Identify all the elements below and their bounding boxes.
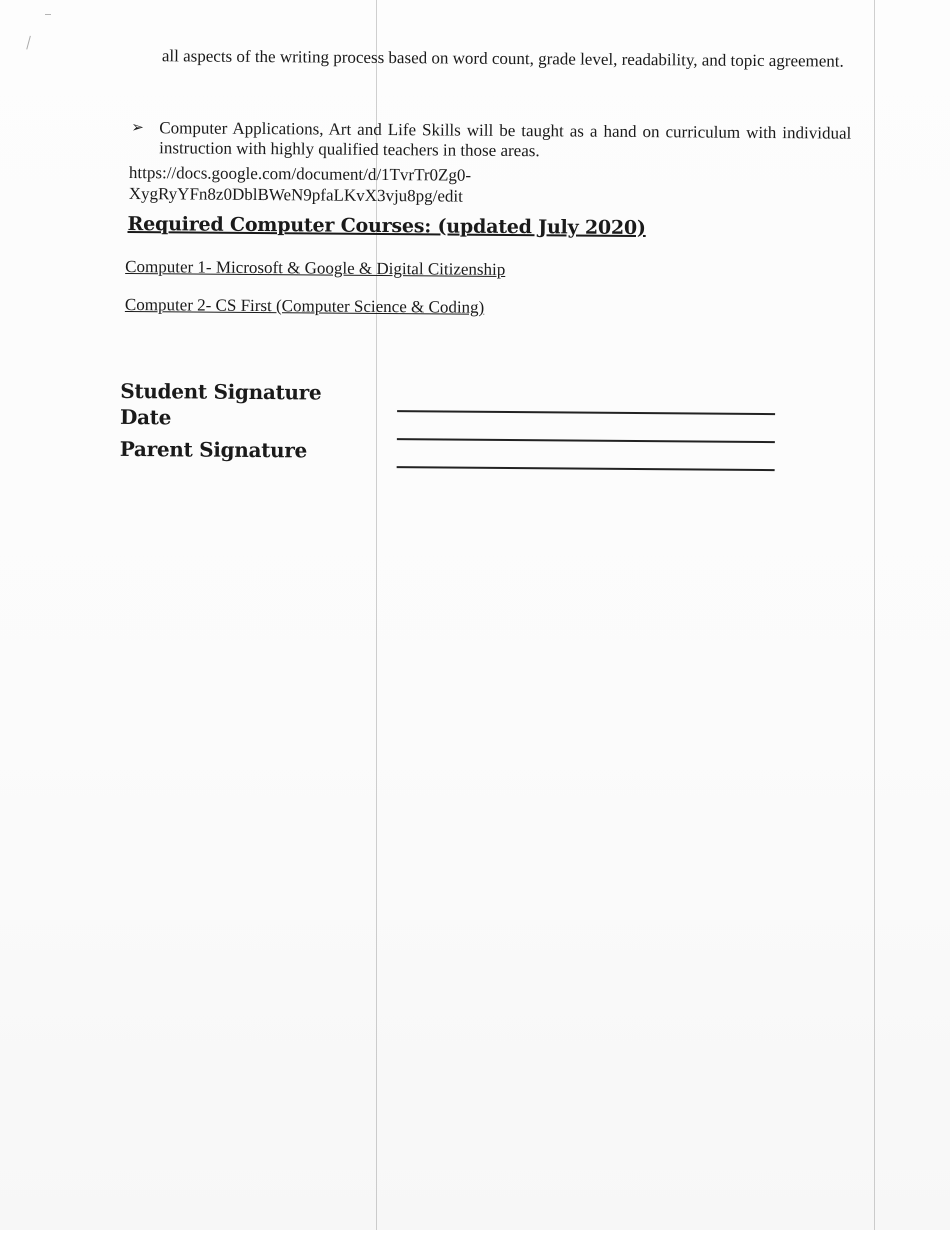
bullet-arrow-icon: ➢ — [131, 120, 144, 137]
parent-signature-line — [397, 466, 775, 471]
course-item: Computer 1- Microsoft & Google & Digital Citizenship — [125, 256, 506, 279]
required-courses-heading: Required Computer Courses: (updated July 2020) — [127, 212, 646, 240]
date-line — [397, 438, 775, 443]
student-signature-label: Student Signature — [120, 378, 322, 405]
date-label: Date — [119, 404, 172, 430]
course-item: Computer 2- CS First (Computer Science & Coding) — [124, 294, 485, 317]
student-signature-line — [397, 410, 775, 415]
document-url: https://docs.google.com/document/d/1TvrTr0Zg0- XygRyYFn8z0DblBWeN9pfaLKvX3vju8pg/edit — [128, 162, 472, 206]
paragraph-continuation: all aspects of the writing process based on word count, grade level, readability, and topic agreement. — [161, 46, 844, 71]
bullet-paragraph: Computer Applications, Art and Life Skills will be taught as a hand on curriculum with individual instruction with highly qualified teachers in those areas. — [159, 118, 852, 161]
parent-signature-label: Parent Signature — [119, 436, 308, 463]
